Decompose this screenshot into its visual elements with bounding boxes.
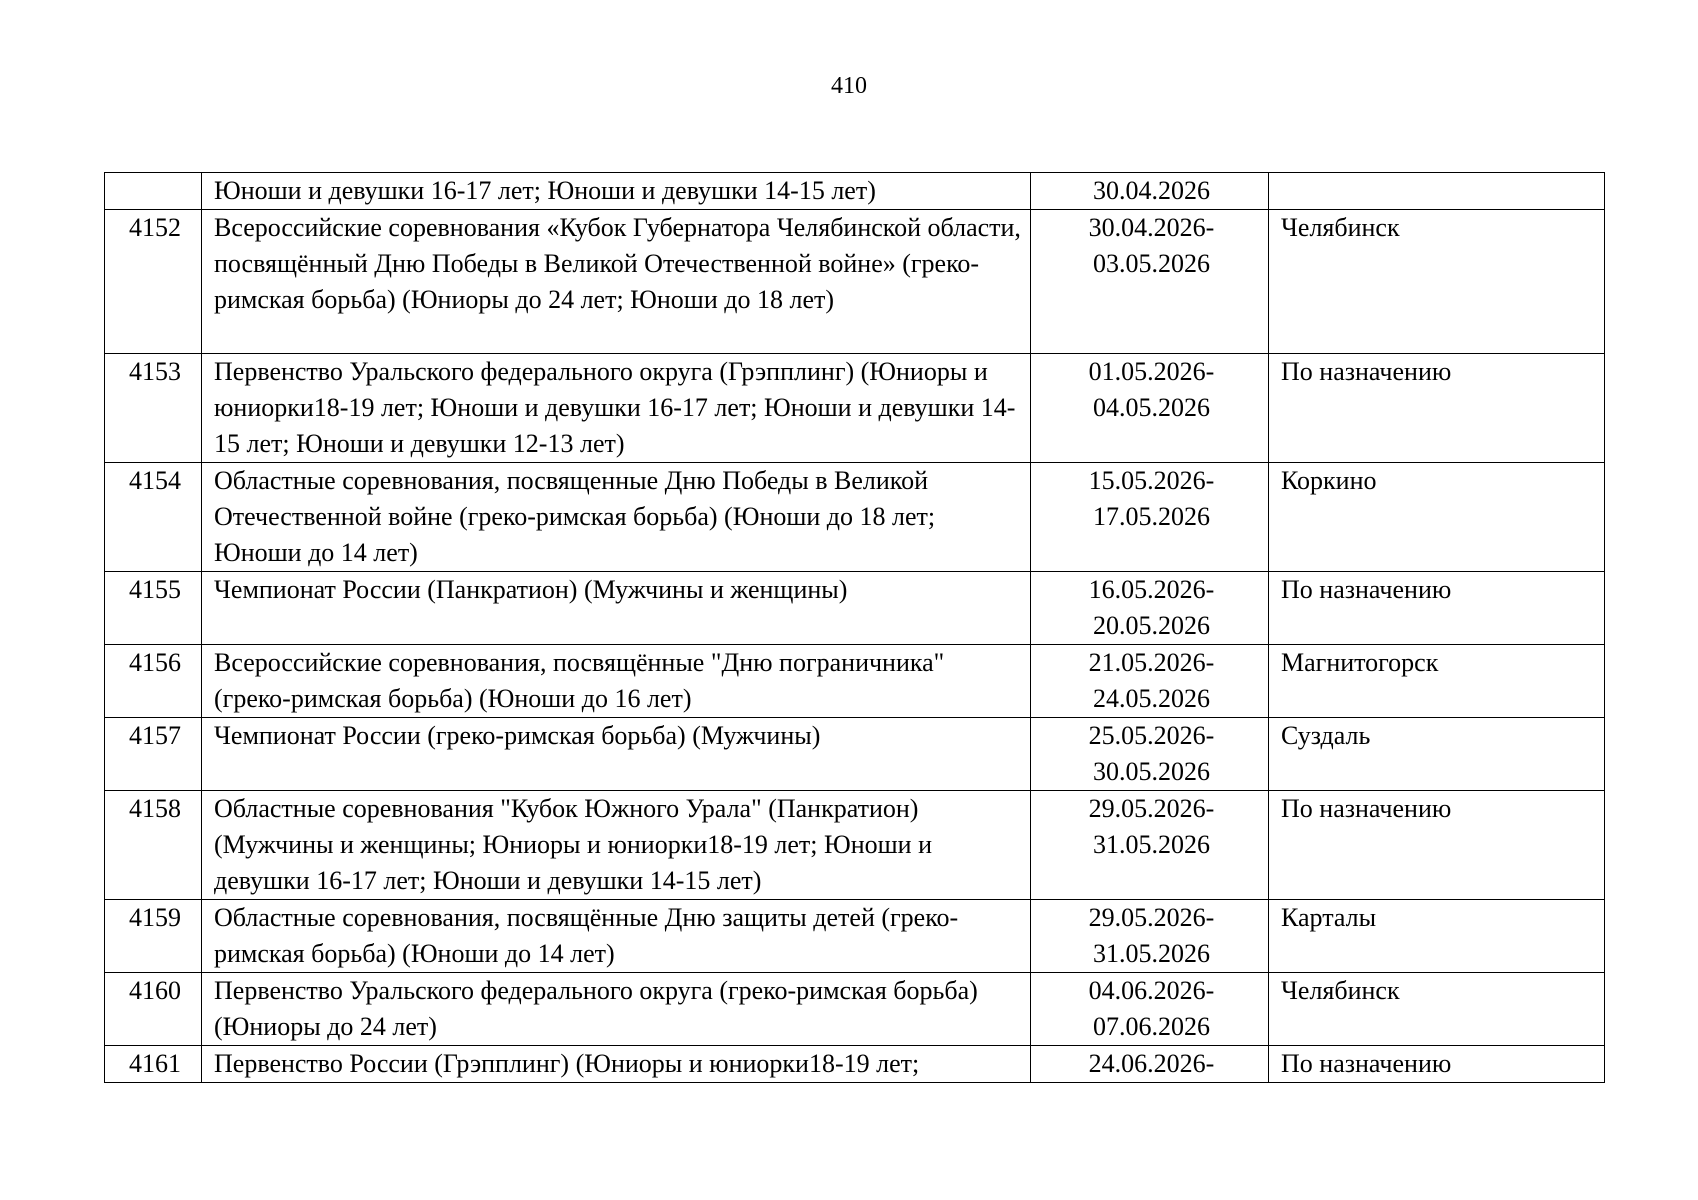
event-dates [1031,900,1269,973]
event-place: По назначению [1269,1046,1605,1083]
row-number: 4153 [105,354,202,463]
date-end: 07.06.2026 [1093,1012,1210,1041]
date-start: 21.05.2026- [1088,648,1215,677]
event-name: Юноши и девушки 16-17 лет; Юноши и девушки 14-15 лет) [202,173,1031,210]
event-dates [1031,973,1269,1046]
date-end: 24.05.2026 [1093,684,1210,713]
row-number: 4160 [105,973,202,1046]
event-dates [1031,173,1269,210]
event-name: Всероссийские соревнования, посвящённые "Дню пограничника" (греко-римская борьба) (Юноши до 16 лет) [202,645,1031,718]
event-name: Первенство России (Грэпплинг) (Юниоры и юниорки18-19 лет; [202,1046,1031,1083]
date-start: 29.05.2026- [1088,903,1215,932]
event-name: Областные соревнования "Кубок Южного Урала" (Панкратион) (Мужчины и женщины; Юниоры и юниорки18-19 лет; Юноши и девушки 16-17 лет; Юноши и девушки 14-15 лет) [202,791,1031,900]
date-start: 04.06.2026- [1088,976,1215,1005]
event-place: По назначению [1269,354,1605,463]
events-table [104,172,1605,1083]
event-dates [1031,354,1269,463]
table-row [105,718,1605,791]
event-place [1269,173,1605,210]
row-number: 4157 [105,718,202,791]
row-number: 4156 [105,645,202,718]
event-dates [1031,210,1269,354]
event-name: Областные соревнования, посвященные Дню Победы в Великой Отечественной войне (греко-римская борьба) (Юноши до 18 лет; Юноши до 14 лет) [202,463,1031,572]
event-name: Областные соревнования, посвящённые Дню защиты детей (греко-римская борьба) (Юноши до 14 лет) [202,900,1031,973]
event-place: Карталы [1269,900,1605,973]
event-place: Коркино [1269,463,1605,572]
row-number: 4154 [105,463,202,572]
date-end: 31.05.2026 [1093,830,1210,859]
event-name: Чемпионат России (Панкратион) (Мужчины и женщины) [202,572,1031,645]
date-start: 30.04.2026- [1088,213,1215,242]
date-start: 29.05.2026- [1088,794,1215,823]
table-row [105,173,1605,210]
table-row [105,900,1605,973]
event-dates [1031,463,1269,572]
date-end: 17.05.2026 [1093,502,1210,531]
table-row [105,210,1605,354]
row-number: 4152 [105,210,202,354]
date-end: 03.05.2026 [1093,249,1210,278]
row-number: 4155 [105,572,202,645]
date-start: 24.06.2026- [1088,1049,1215,1078]
table-row [105,572,1605,645]
page-number: 410 [831,73,867,99]
table-row [105,463,1605,572]
event-place: Челябинск [1269,973,1605,1046]
date-end: 04.05.2026 [1093,393,1210,422]
event-place: Челябинск [1269,210,1605,354]
event-dates [1031,718,1269,791]
event-dates [1031,645,1269,718]
event-name: Всероссийские соревнования «Кубок Губернатора Челябинской области, посвящённый Дню Победы в Великой Отечественной войне» (греко-римская борьба) (Юниоры до 24 лет; Юноши до 18 лет) [202,210,1031,354]
event-name: Первенство Уральского федерального округа (греко-римская борьба) (Юниоры до 24 лет) [202,973,1031,1046]
event-place: По назначению [1269,572,1605,645]
row-number: 4158 [105,791,202,900]
date-start: 30.04.2026 [1093,176,1210,205]
event-dates [1031,572,1269,645]
event-name: Первенство Уральского федерального округа (Грэпплинг) (Юниоры и юниорки18-19 лет; Юноши и девушки 16-17 лет; Юноши и девушки 14-15 лет; Юноши и девушки 12-13 лет) [202,354,1031,463]
event-dates [1031,1046,1269,1083]
row-number [105,173,202,210]
date-end: 30.05.2026 [1093,757,1210,786]
date-start: 16.05.2026- [1088,575,1215,604]
event-dates [1031,791,1269,900]
table-row [105,645,1605,718]
event-place: Магнитогорск [1269,645,1605,718]
date-start: 15.05.2026- [1088,466,1215,495]
row-number: 4161 [105,1046,202,1083]
table-row [105,354,1605,463]
date-end: 20.05.2026 [1093,611,1210,640]
table-row [105,973,1605,1046]
date-start: 25.05.2026- [1088,721,1215,750]
date-end: 31.05.2026 [1093,939,1210,968]
event-place: Суздаль [1269,718,1605,791]
row-number: 4159 [105,900,202,973]
date-start: 01.05.2026- [1088,357,1215,386]
event-place: По назначению [1269,791,1605,900]
table-row [105,1046,1605,1083]
table-row [105,791,1605,900]
event-name: Чемпионат России (греко-римская борьба) (Мужчины) [202,718,1031,791]
